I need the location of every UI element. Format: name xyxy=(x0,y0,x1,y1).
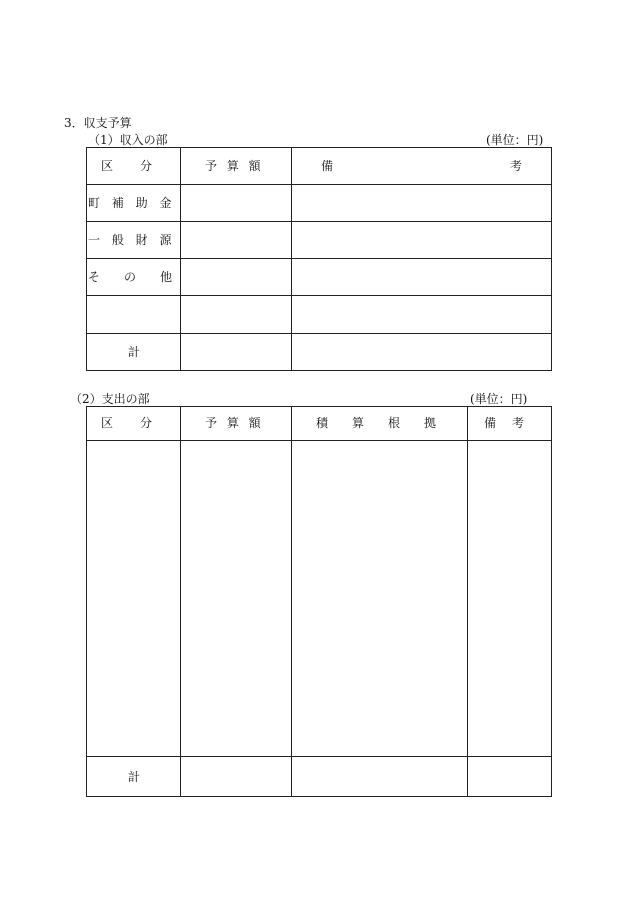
income-row-label: そ の 他 xyxy=(88,270,179,284)
expense-title: （2）支出の部 xyxy=(70,392,150,406)
income-header-budget: 予 算 額 xyxy=(205,159,261,173)
income-header-category: 区 分 xyxy=(101,159,154,173)
income-total-label: 計 xyxy=(128,345,141,359)
income-title: （1）収入の部 xyxy=(88,133,168,147)
income-row-label: 一 般 財 源 xyxy=(88,233,172,247)
expense-header-basis: 積 算 根 拠 xyxy=(316,416,443,430)
income-row-label: 町 補 助 金 xyxy=(88,196,172,210)
income-unit-label: (単位：円) xyxy=(486,133,544,147)
expense-header-remarks: 備 考 xyxy=(484,416,527,430)
expense-header-budget: 予 算 額 xyxy=(205,416,261,430)
income-header-remarks-right: 考 xyxy=(510,159,523,173)
expense-total-label: 計 xyxy=(128,770,141,784)
section-title: 3．収支予算 xyxy=(64,116,132,130)
expense-header-category: 区 分 xyxy=(101,416,154,430)
expense-unit-label: (単位：円) xyxy=(470,392,528,406)
income-header-remarks-left: 備 xyxy=(321,159,334,173)
